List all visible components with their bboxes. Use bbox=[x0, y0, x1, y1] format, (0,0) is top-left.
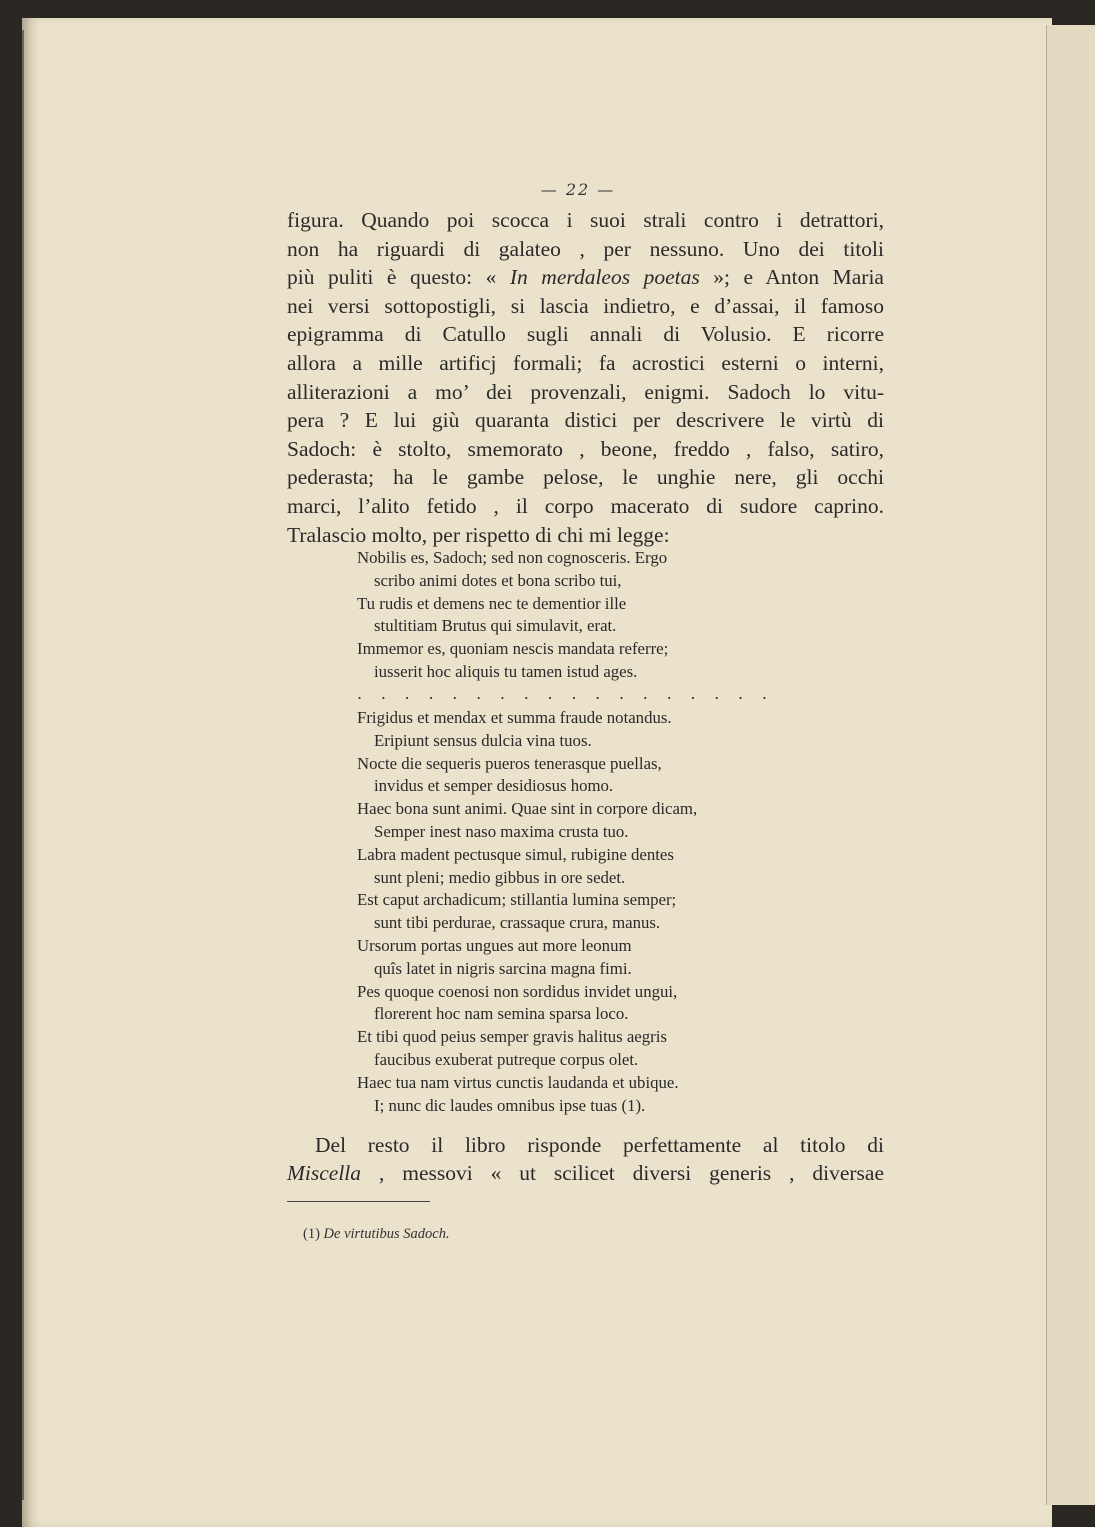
verse-line: Nocte die sequeris pueros tenerasque puellas, bbox=[357, 753, 662, 773]
text-line bbox=[287, 263, 884, 291]
verse-line: I; nunc dic laudes omnibus ipse tuas (1). bbox=[374, 1095, 646, 1115]
verse-line: Semper inest naso maxima crusta tuo. bbox=[374, 822, 629, 841]
line-text: , messovi « ut scilicet diversi generis , diversae bbox=[361, 1161, 884, 1185]
page-number: — 22 — bbox=[540, 180, 616, 199]
footnote-text: De virtutibus Sadoch. bbox=[323, 1226, 450, 1242]
italic-title: Miscella bbox=[287, 1161, 362, 1185]
page-gutter-edge bbox=[22, 30, 24, 1500]
footnote-marker: (1) bbox=[303, 1226, 324, 1242]
text-line: epigramma di Catullo sugli annali di Volusio. E ricorre bbox=[287, 322, 884, 347]
verse-line: Est caput archadicum; stillantia lumina semper; bbox=[357, 890, 677, 910]
paragraph-2-line-2 bbox=[287, 1159, 884, 1187]
text-line: alliterazioni a mo’ dei provenzali, enigmi. Sadoch lo vitu- bbox=[287, 379, 884, 404]
verse-line: Pes quoque coenosi non sordidus invidet ungui, bbox=[357, 981, 678, 1001]
text-line: Tralascio molto, per rispetto di chi mi legge: bbox=[287, 522, 670, 547]
verse-line: Eripiunt sensus dulcia vina tuos. bbox=[374, 730, 592, 750]
verse-line: Tu rudis et demens nec te dementior ille bbox=[357, 593, 627, 613]
text-line: pera ? E lui giù quaranta distici per descrivere le virtù di bbox=[287, 408, 884, 433]
verse-line: Haec tua nam virtus cunctis laudanda et ubique. bbox=[357, 1072, 679, 1092]
text-line: figura. Quando poi scocca i suoi strali contro i detrattori, bbox=[287, 208, 884, 232]
verse-line: Frigidus et mendax et summa fraude notandus. bbox=[357, 708, 672, 727]
verse-line: sunt pleni; medio gibbus in ore sedet. bbox=[374, 867, 626, 887]
verse-line: invidus et semper desidiosus homo. bbox=[374, 776, 614, 796]
verse-line: faucibus exuberat putreque corpus olet. bbox=[374, 1050, 639, 1069]
verse-line: Labra madent pectusque simul, rubigine dentes bbox=[357, 844, 674, 864]
verse-line: sunt tibi perdurae, crassaque crura, manus. bbox=[374, 913, 661, 933]
text-line: marci, l’alito fetido , il corpo macerato di sudore caprino. bbox=[287, 494, 884, 518]
verse-line: stultitiam Brutus qui simulavit, erat. bbox=[374, 616, 617, 636]
line-segment: In merdaleos poetas bbox=[509, 265, 700, 290]
verse-ellipsis: . . . . . . . . . . . . . . . . . . bbox=[357, 684, 767, 703]
verse-line: florerent hoc nam semina sparsa loco. bbox=[374, 1004, 629, 1024]
verse-line: scribo animi dotes et bona scribo tui, bbox=[374, 570, 622, 590]
line-segment: »; e Anton Maria bbox=[699, 265, 884, 290]
text-line: nei versi sottopostigli, si lascia indietro, e d’assai, il famoso bbox=[287, 293, 884, 318]
next-page-edge bbox=[1046, 25, 1095, 1505]
text-line: allora a mille artificj formali; fa acrostici esterni o interni, bbox=[287, 351, 884, 375]
verse-line: iusserit hoc aliquis tu tamen istud ages. bbox=[374, 662, 638, 681]
verse-line: Ursorum portas ungues aut more leonum bbox=[357, 936, 632, 955]
verse-line: quîs latet in nigris sarcina magna fimi. bbox=[374, 958, 632, 978]
verse-line: Immemor es, quoniam nescis mandata referre; bbox=[357, 639, 669, 659]
verse-line: Haec bona sunt animi. Quae sint in corpore dicam, bbox=[357, 799, 698, 819]
verse-line: Et tibi quod peius semper gravis halitus aegris bbox=[357, 1027, 667, 1047]
verse-line: Nobilis es, Sadoch; sed non cognosceris. Ergo bbox=[357, 548, 668, 567]
text-line: pederasta; ha le gambe pelose, le unghie nere, gli occhi bbox=[287, 465, 884, 490]
footnote-rule bbox=[287, 1201, 430, 1202]
text-line: non ha riguardi di galateo , per nessuno. Uno dei titoli bbox=[287, 236, 884, 261]
text-line: Sadoch: è stolto, smemorato , beone, freddo , falso, satiro, bbox=[287, 436, 884, 461]
paragraph-2-line-1: Del resto il libro risponde perfettamente al titolo di bbox=[315, 1133, 884, 1157]
line-segment: più puliti è questo: « bbox=[287, 265, 510, 290]
footnote bbox=[303, 1226, 450, 1243]
